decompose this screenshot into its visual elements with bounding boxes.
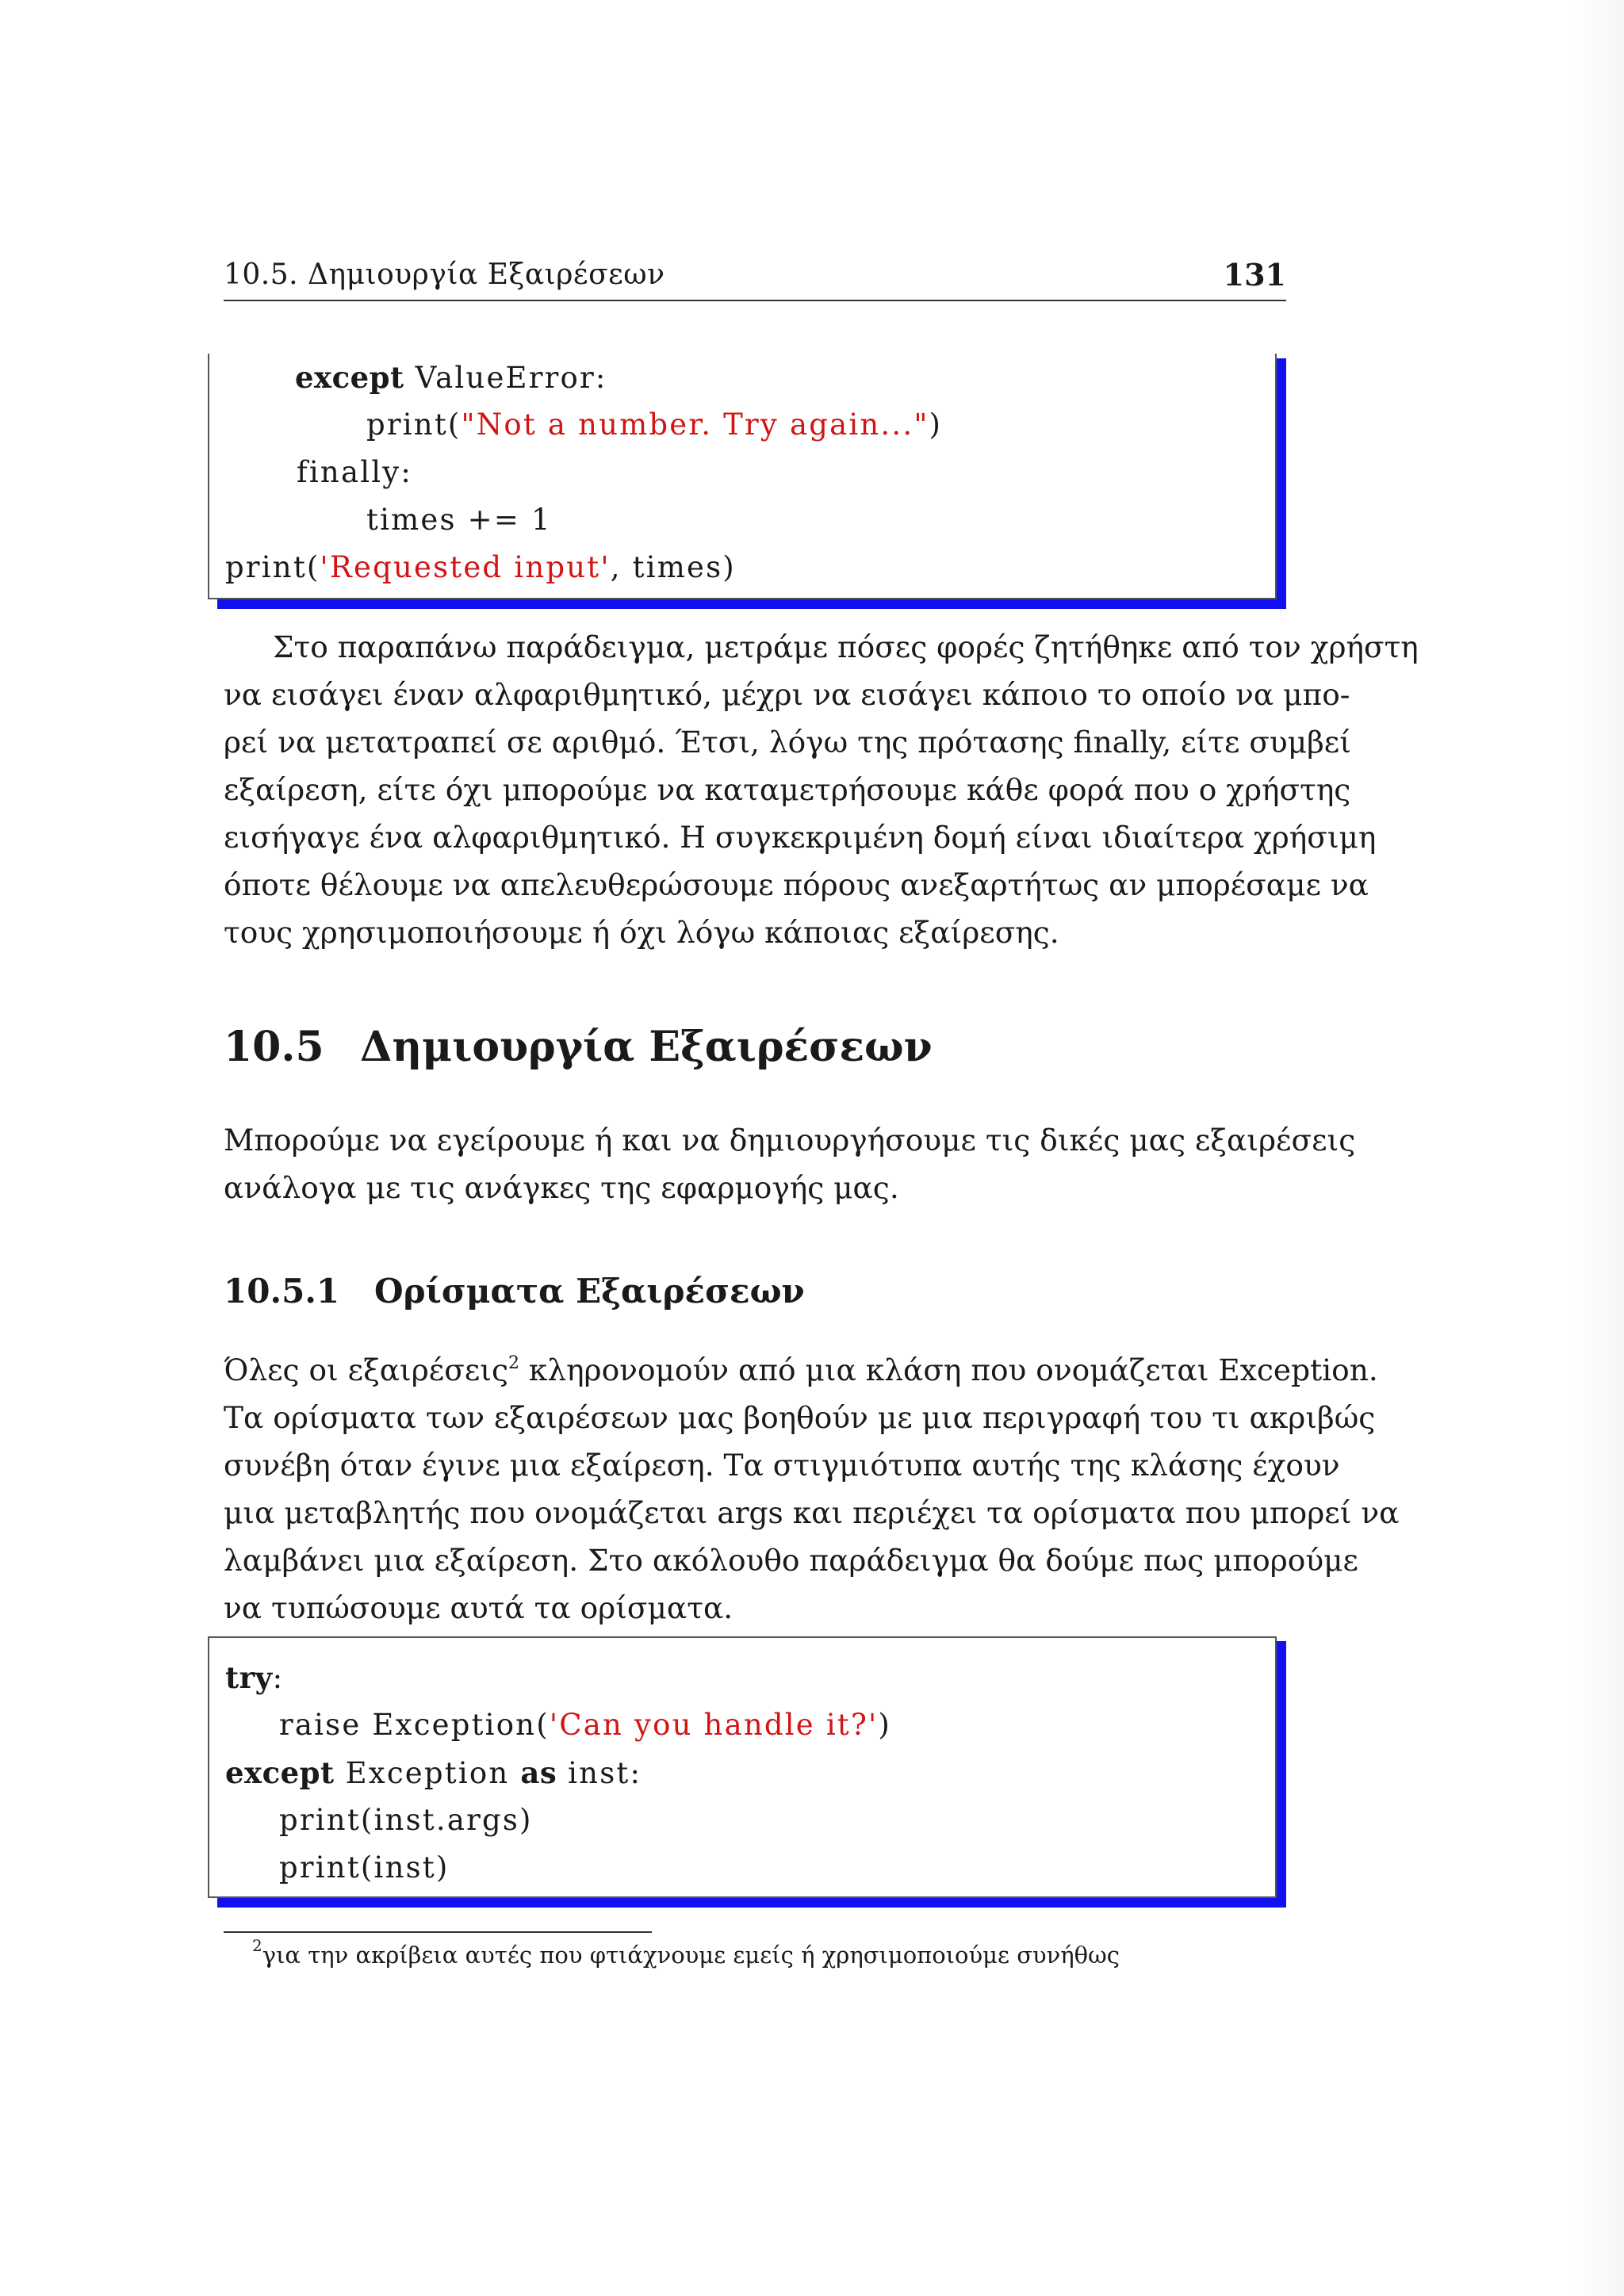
text-line: να τυπώσουμε αυτά τα ορίσματα.	[224, 1590, 733, 1625]
code-line	[225, 1749, 642, 1797]
code-text: , times)	[610, 550, 736, 584]
text-line: Τα ορίσματα των εξαιρέσεων μας βοηθούν με μια περιγραφή του τι ακριβώς	[224, 1400, 1376, 1435]
running-header	[224, 255, 1286, 301]
text-line: Μπορούμε να εγείρουμε ή και να δημιουργήσουμε τις δικές μας εξαιρέσεις	[224, 1123, 1356, 1158]
code-string: 'Can you handle it?'	[549, 1708, 879, 1742]
code-line	[297, 449, 412, 496]
code-text: finally:	[297, 455, 413, 489]
code-line	[279, 1797, 533, 1844]
running-header-section: 10.5. Δημιουργία Εξαιρέσεων	[224, 258, 665, 291]
code-line	[295, 354, 607, 401]
code-line	[225, 1654, 284, 1701]
footnote-rule	[224, 1931, 652, 1933]
text-fragment: κληρονομούν από μια κλάση που ονομάζεται Exception.	[519, 1353, 1378, 1387]
code-text: )	[878, 1708, 892, 1742]
code-string: "Not a number. Try again..."	[461, 408, 929, 442]
text-line: όποτε θέλουμε να απελευθερώσουμε πόρους ανεξαρτήτως αν μπορέσαμε να	[224, 867, 1369, 902]
code-text: print(inst.args)	[279, 1803, 533, 1837]
text-line: ρεί να μετατραπεί σε αριθμό. Έτσι, λόγω της πρότασης finally, είτε συμβεί	[224, 725, 1351, 760]
listing-shadow-bottom	[217, 599, 1286, 609]
code-text: ValueError:	[404, 361, 607, 395]
section-number: 10.5	[224, 1023, 324, 1071]
code-keyword: except	[295, 360, 404, 395]
text-line: ανάλογα με τις ανάγκες της εφαρμογής μας.	[224, 1170, 899, 1205]
code-line	[366, 496, 552, 544]
code-string: 'Requested input'	[320, 550, 611, 584]
code-keyword: except	[225, 1755, 335, 1790]
listing-shadow-bottom	[217, 1898, 1286, 1908]
book-page	[224, 0, 1419, 2296]
paragraph-finally-explanation	[224, 623, 1419, 956]
page-edge-shade	[1570, 0, 1624, 2296]
paragraph-section-intro	[224, 1116, 1356, 1211]
code-line	[279, 1701, 891, 1749]
footnote-text: για την ακρίβεια αυτές που φτιάχνουμε εμείς ή χρησιμοποιούμε συνήθως	[262, 1942, 1120, 1969]
code-line	[225, 544, 736, 591]
code-text: :	[272, 1661, 285, 1695]
code-text: Exception	[334, 1756, 521, 1790]
subsection-number: 10.5.1	[224, 1272, 340, 1311]
code-text: print(	[225, 550, 320, 584]
text-line	[224, 1346, 1378, 1394]
code-text: times += 1	[366, 503, 552, 537]
footnote-reference[interactable]: 2	[508, 1353, 519, 1373]
code-text: raise Exception(	[279, 1708, 550, 1742]
footnote-number: 2	[252, 1936, 262, 1956]
code-listing-2	[208, 1636, 1286, 1908]
code-keyword: try	[225, 1660, 273, 1695]
code-block	[224, 1654, 892, 1892]
listing-shadow-right	[1277, 1641, 1286, 1908]
text-line: εξαίρεση, είτε όχι μπορούμε να καταμετρήσουμε κάθε φορά που ο χρήστης	[224, 772, 1351, 807]
code-text: print(	[366, 408, 462, 442]
page-number: 131	[1223, 257, 1286, 293]
code-line	[279, 1844, 450, 1892]
text-line: μια μεταβλητής που ονομάζεται args και περιέχει τα ορίσματα που μπορεί να	[224, 1495, 1400, 1530]
section-title: Δημιουργία Εξαιρέσεων	[360, 1023, 933, 1071]
text-line: συνέβη όταν έγινε μια εξαίρεση. Τα στιγμιότυπα αυτής της κλάσης έχουν	[224, 1448, 1340, 1483]
text-fragment: Όλες οι εξαιρέσεις	[224, 1353, 508, 1387]
subsection-title: Ορίσματα Εξαιρέσεων	[374, 1272, 805, 1311]
text-line: λαμβάνει μια εξαίρεση. Στο ακόλουθο παράδειγμα θα δούμε πως μπορούμε	[224, 1543, 1358, 1578]
text-line: εισήγαγε ένα αλφαριθμητικό. Η συγκεκριμένη δομή είναι ιδιαίτερα χρήσιμη	[224, 820, 1377, 855]
subsection-heading	[224, 1272, 805, 1311]
listing-shadow-right	[1277, 358, 1286, 609]
text-line: τους χρησιμοποιήσουμε ή όχι λόγω κάποιας εξαίρεσης.	[224, 915, 1059, 950]
code-text: )	[929, 408, 943, 442]
text-line: Στο παραπάνω παράδειγμα, μετράμε πόσες φορές ζητήθηκε από τον χρήστη	[273, 629, 1419, 664]
paragraph-exception-args	[224, 1346, 1400, 1632]
code-block	[224, 354, 943, 592]
text-line: να εισάγει έναν αλφαριθμητικό, μέχρι να εισάγει κάποιο το οποίο να μπο-	[224, 677, 1350, 712]
section-heading	[224, 1023, 933, 1071]
code-text: inst:	[557, 1756, 642, 1790]
footnote	[252, 1938, 1120, 1973]
code-keyword: as	[520, 1755, 557, 1790]
code-text: print(inst)	[279, 1850, 450, 1885]
code-line	[366, 401, 942, 449]
code-listing-1	[208, 354, 1286, 609]
